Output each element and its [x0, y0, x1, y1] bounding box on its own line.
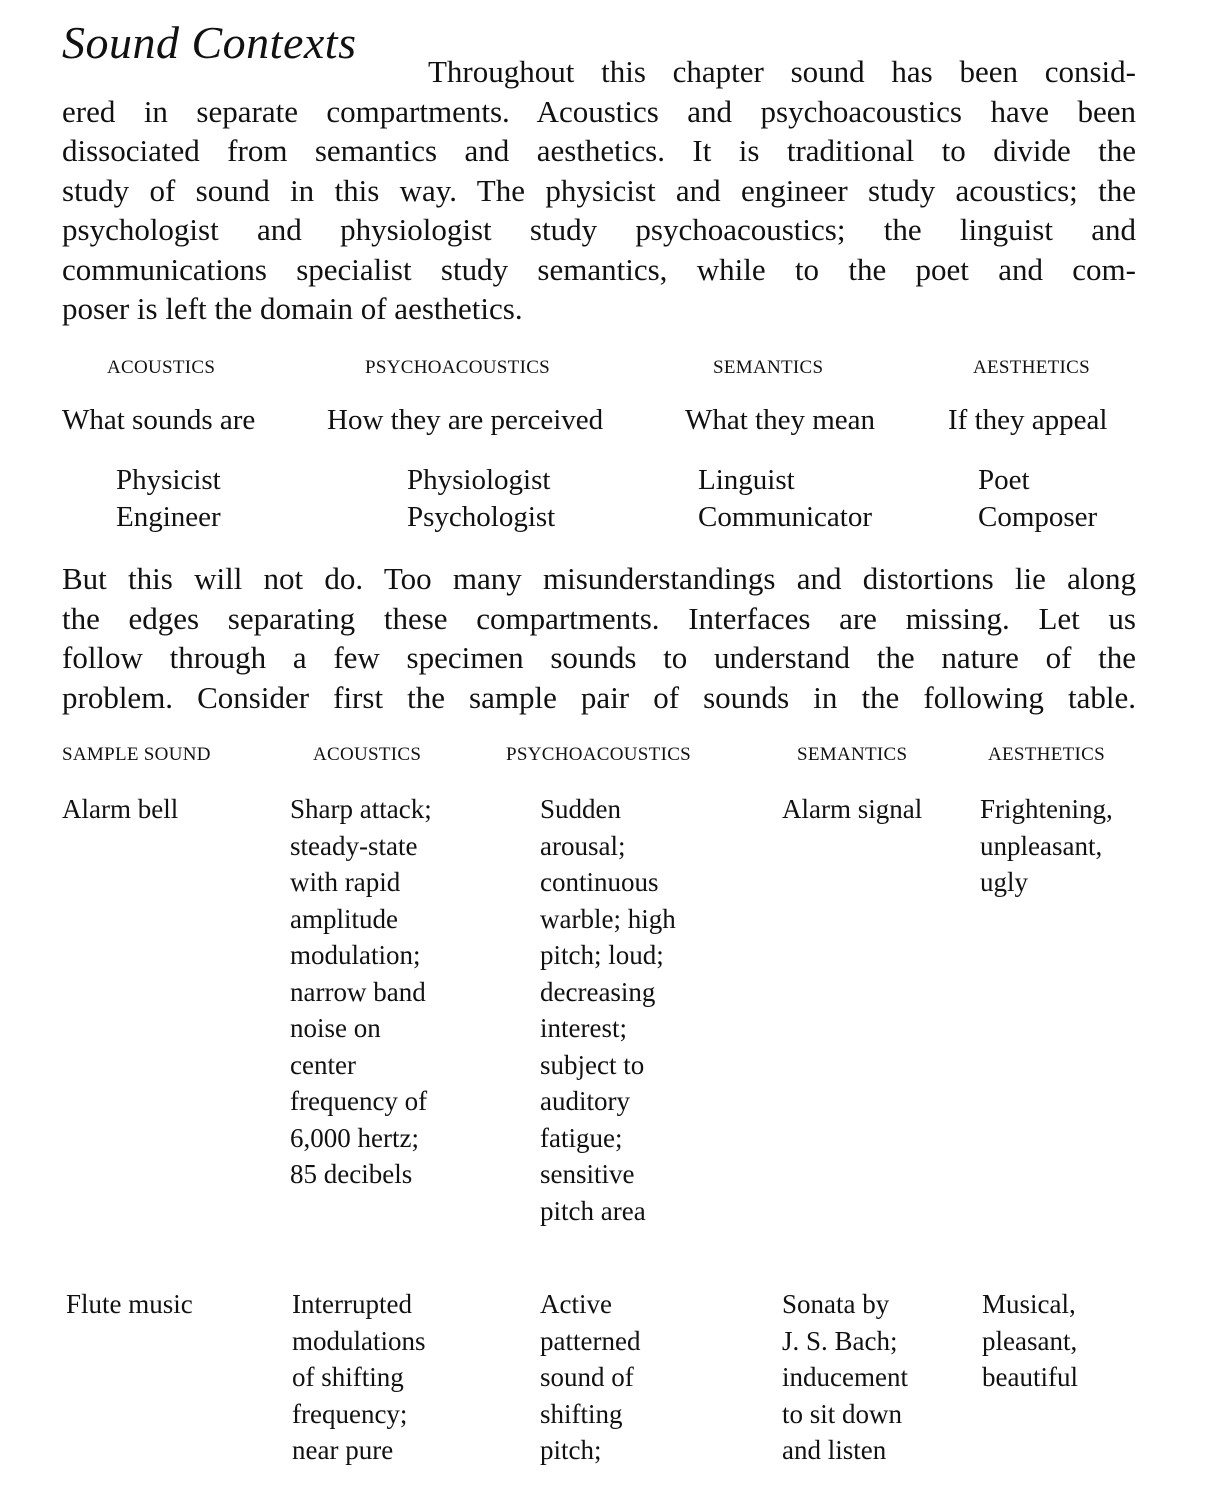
cell-line: and listen — [782, 1435, 887, 1465]
column-header-semantics: SEMANTICS — [797, 744, 908, 765]
acoustics-cell — [290, 791, 432, 1193]
cell-line: Musical, — [982, 1289, 1076, 1319]
paragraph-line: follow through a few specimen sounds to understand the nature of the — [62, 640, 1136, 675]
cell-line: with rapid — [290, 867, 401, 897]
cell-line: ugly — [980, 867, 1029, 897]
intro-line: Throughout this chapter sound has been consid- — [428, 54, 1136, 89]
specialist: Physiologist — [407, 464, 551, 496]
psychoacoustics-cell — [540, 1286, 640, 1469]
column-header-psychoacoustics: PSYCHOACOUSTICS — [506, 744, 692, 765]
cell-line: Sharp attack; — [290, 794, 432, 824]
cell-line: fatigue; — [540, 1122, 623, 1153]
cell-line: modulation; — [290, 940, 421, 970]
second-paragraph — [62, 559, 1136, 717]
cell-line: pitch; loud; — [540, 940, 664, 970]
paragraph-line: But this will not do. Too many misunderstandings and distortions lie along — [62, 561, 1136, 596]
cell-line: continuous — [540, 867, 659, 897]
cell-line: frequency; — [292, 1398, 408, 1429]
cell-line: sensitive — [540, 1159, 635, 1189]
cell-line: Sudden — [540, 794, 621, 824]
cell-line: steady-state — [290, 830, 418, 861]
sample-sound-cell: Flute music — [66, 1289, 193, 1319]
specialists-psychoacoustics — [407, 462, 555, 536]
cell-line: amplitude — [290, 903, 398, 934]
cell-line: Sonata by — [782, 1289, 890, 1319]
paragraph-line: the edges separating these compartments. Interfaces are missing. Let us — [62, 600, 1136, 636]
semantics-cell — [782, 1286, 908, 1469]
intro-line: poser is left the domain of aesthetics. — [62, 291, 523, 326]
cell-line: shifting — [540, 1398, 623, 1429]
cell-line: pitch; — [540, 1435, 602, 1465]
specialist: Poet — [978, 464, 1030, 496]
acoustics-cell — [292, 1286, 426, 1469]
cell-line: near pure — [292, 1435, 394, 1465]
cell-line: inducement — [782, 1362, 908, 1392]
intro-line: dissociated from semantics and aesthetics. It is traditional to divide the — [62, 133, 1136, 168]
column-header-semantics: SEMANTICS — [713, 357, 824, 378]
intro-line: study of sound in this way. The physicist and engineer study acoustics; the — [62, 172, 1136, 208]
column-header-aesthetics: AESTHETICS — [973, 357, 1090, 378]
cell-line: J. S. Bach; — [782, 1325, 898, 1356]
intro-line: communications specialist study semantics, while to the poet and com- — [62, 251, 1136, 287]
specialist: Composer — [978, 501, 1098, 533]
specialist: Engineer — [116, 501, 221, 533]
cell-line: pleasant, — [982, 1325, 1078, 1356]
column-header-acoustics: ACOUSTICS — [107, 357, 216, 378]
specialists-aesthetics — [978, 462, 1097, 536]
cell-line: arousal; — [540, 830, 626, 861]
column-header-aesthetics: AESTHETICS — [988, 744, 1105, 765]
cell-line: decreasing — [540, 976, 656, 1007]
column-header-psychoacoustics: PSYCHOACOUSTICS — [365, 357, 551, 378]
paragraph-line: problem. Consider first the sample pair of sounds in the following table. — [62, 679, 1136, 715]
cell-line: sound of — [540, 1362, 634, 1392]
cell-line: subject to — [540, 1049, 645, 1080]
cell-line: Interrupted — [292, 1289, 412, 1319]
cell-line: 6,000 hertz; — [290, 1122, 419, 1153]
cell-line: warble; high — [540, 903, 676, 934]
question-semantics: What they mean — [685, 404, 876, 436]
specialist: Linguist — [698, 464, 795, 496]
sample-sound-cell: Alarm bell — [62, 794, 179, 824]
question-acoustics: What sounds are — [62, 404, 256, 436]
intro-line: psychologist and physiologist study psychoacoustics; the linguist and — [62, 212, 1136, 247]
cell-line: pitch area — [540, 1195, 646, 1226]
cell-line: narrow band — [290, 976, 426, 1007]
column-header-sample-sound: SAMPLE SOUND — [62, 744, 211, 765]
aesthetics-cell — [980, 791, 1113, 901]
aesthetics-cell — [982, 1286, 1078, 1396]
cell-line: Active — [540, 1289, 612, 1319]
section-title: Sound Contexts — [62, 17, 357, 68]
intro-line: ered in separate compartments. Acoustics and psychoacoustics have been — [62, 93, 1136, 129]
column-header-acoustics: ACOUSTICS — [313, 744, 422, 765]
cell-line: auditory — [540, 1086, 630, 1116]
intro-paragraph — [62, 52, 1136, 329]
specialists-semantics — [698, 462, 872, 536]
specialists-acoustics — [116, 462, 221, 536]
cell-line: interest; — [540, 1013, 627, 1043]
cell-line: 85 decibels — [290, 1159, 413, 1189]
cell-line: Frightening, — [980, 794, 1113, 824]
cell-line: modulations — [292, 1325, 426, 1356]
psychoacoustics-cell — [540, 791, 676, 1229]
cell-line: beautiful — [982, 1362, 1078, 1392]
cell-line: patterned — [540, 1325, 641, 1356]
cell-line: to sit down — [782, 1398, 903, 1429]
cell-line: of shifting — [292, 1362, 404, 1392]
semantics-cell — [782, 791, 922, 828]
cell-line: Alarm signal — [782, 794, 923, 824]
cell-line: frequency of — [290, 1086, 428, 1116]
question-aesthetics: If they appeal — [948, 404, 1108, 436]
cell-line: center — [290, 1049, 356, 1080]
question-psychoacoustics: How they are perceived — [327, 404, 604, 436]
specialist: Psychologist — [407, 501, 556, 533]
specialist: Communicator — [698, 501, 872, 533]
specialist: Physicist — [116, 464, 221, 496]
cell-line: noise on — [290, 1013, 381, 1043]
cell-line: unpleasant, — [980, 830, 1103, 861]
